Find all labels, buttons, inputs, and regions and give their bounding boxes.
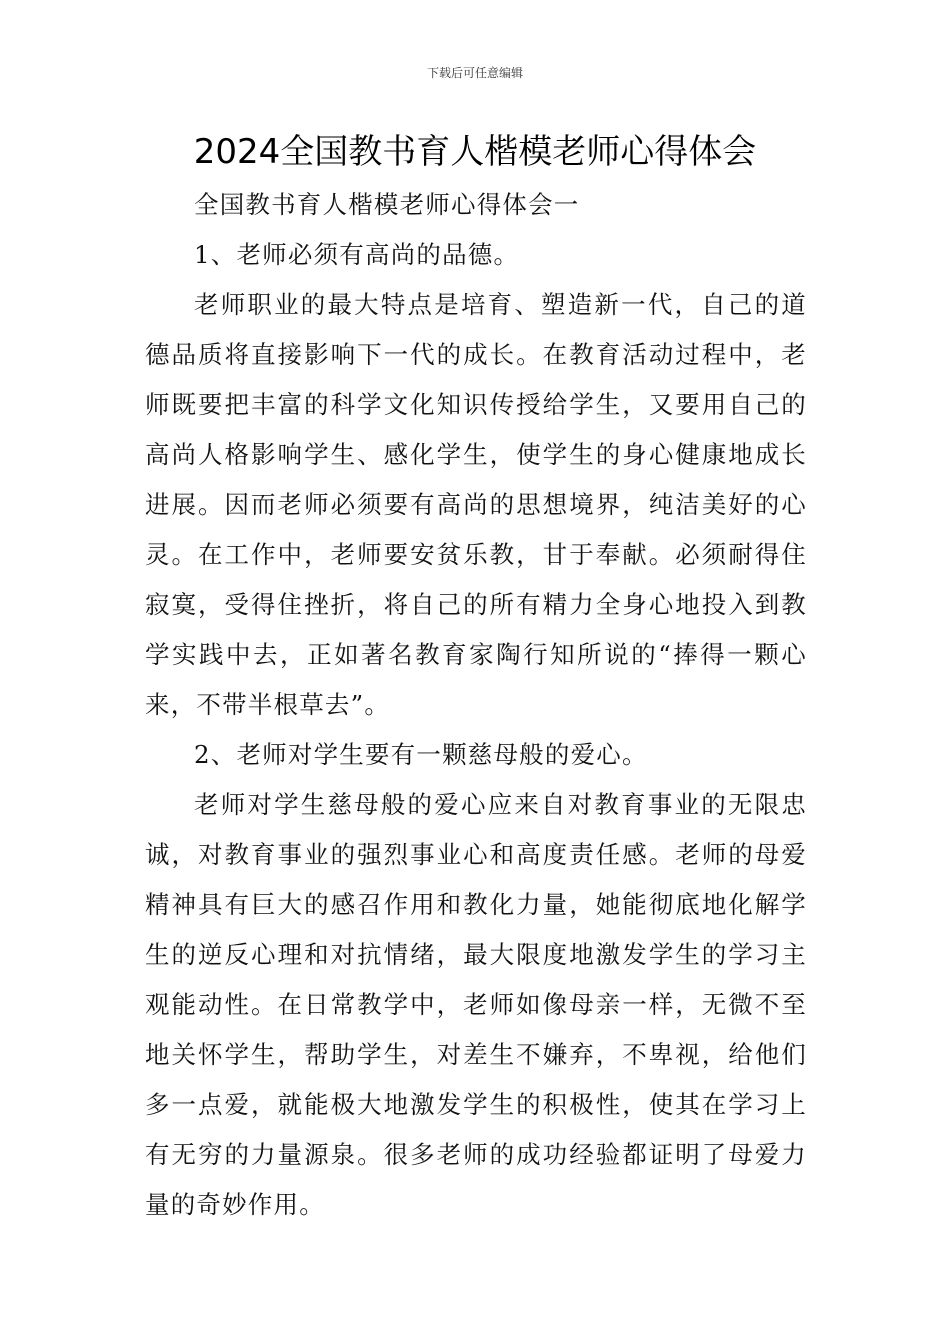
section-heading-2: 2、老师对学生要有一颗慈母般的爱心。 <box>194 740 648 769</box>
document-body <box>145 180 807 1230</box>
document-title: 2024全国教书育人楷模老师心得体会 <box>193 132 757 172</box>
subtitle-paragraph: 全国教书育人楷模老师心得体会一 <box>194 190 580 219</box>
page-header-note: 下载后可任意编辑 <box>426 66 523 80</box>
body-paragraph-1: 老师职业的最大特点是培育、塑造新一代，自己的道德品质将直接影响下一代的成长。在教育活动过程中，老师既要把丰富的科学文化知识传授给学生，又要用自己的高尚人格影响学生、感化学生，使学生的身心健康地成长进展。因而老师必须要有高尚的思想境界，纯洁美好的心灵。在工作中，老师要安贫乐教，甘于奉献。必须耐得住寂寞，受得住挫折，将自己的所有精力全身心地投入到教学实践中去，正如著名教育家陶行知所说的“捧得一颗心来，不带半根草去”。 <box>145 290 807 719</box>
body-paragraph-2: 老师对学生慈母般的爱心应来自对教育事业的无限忠诚，对教育事业的强烈事业心和高度责任感。老师的母爱精神具有巨大的感召作用和教化力量，她能彻底地化解学生的逆反心理和对抗情绪，最大限度地激发学生的学习主观能动性。在日常教学中，老师如像母亲一样，无微不至地关怀学生，帮助学生，对差生不嫌弃，不卑视，给他们多一点爱，就能极大地激发学生的积极性，使其在学习上有无穷的力量源泉。很多老师的成功经验都证明了母爱力量的奇妙作用。 <box>145 790 807 1219</box>
section-heading-1: 1、老师必须有高尚的品德。 <box>194 240 520 269</box>
